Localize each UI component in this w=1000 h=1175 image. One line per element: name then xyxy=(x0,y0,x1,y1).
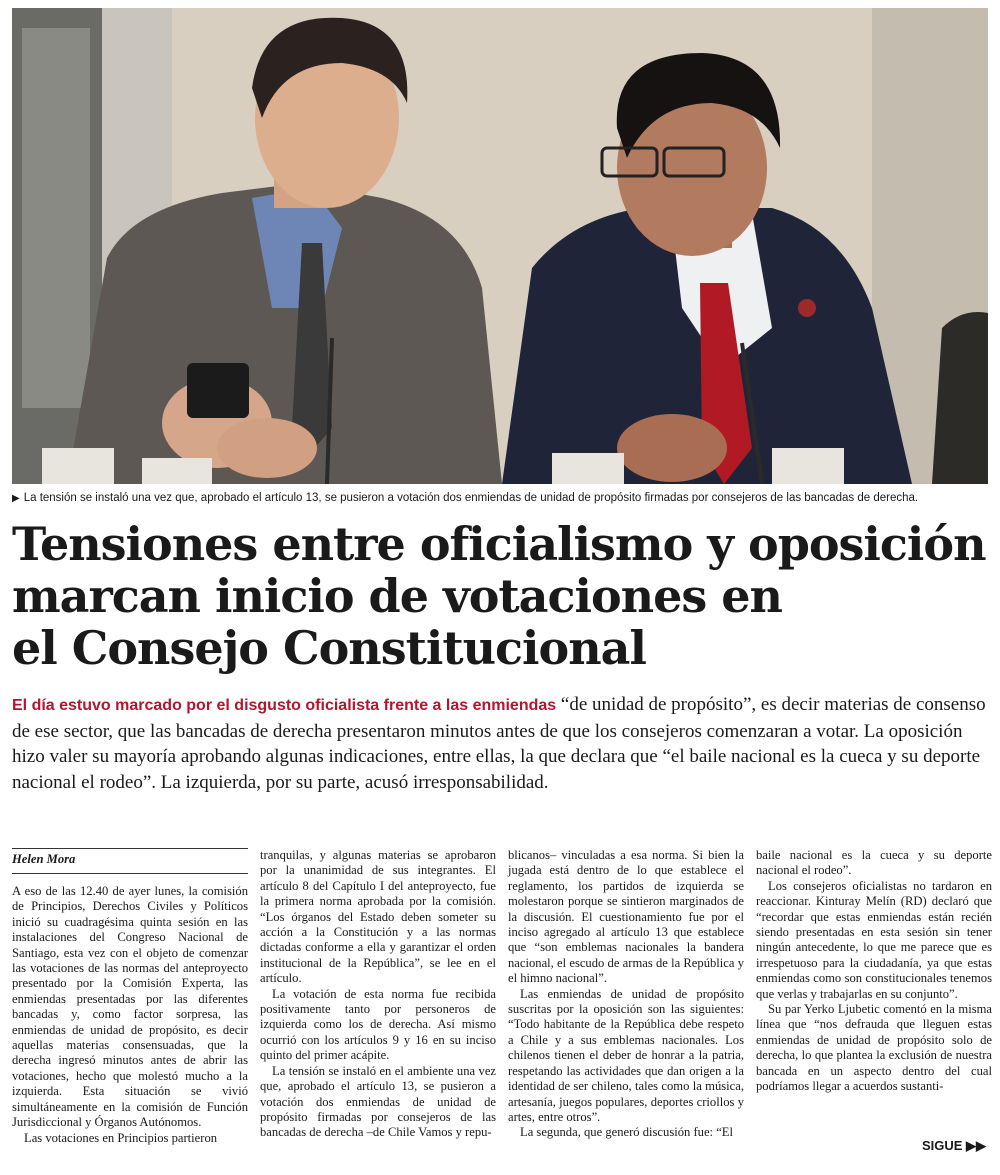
photo-caption xyxy=(12,488,988,508)
body-paragraph: A eso de las 12.40 de ayer lunes, la comisión de Principios, Derechos Civiles y Políticos inició su cuadragésima quinta sesión en las instalaciones del Congreso Nacional de Santiago, esta vez con el objeto de comenzar las votaciones de las normas del anteproyecto presentado por la Comisión Experta, las enmiendas presentadas por las diferentes bancadas y, como factor sorpresa, las enmiendas de unidad de propósito, es decir aquellas materias consensuadas, que la derecha ingresó minutos antes de abrir las votaciones, hecho que molestó mucho a la izquierda. Esta situación se vivió simultáneamente en la comisión de Función Jurisdiccional y Órganos Autónomos. xyxy=(12,884,248,1130)
body-paragraph: Los consejeros oficialistas no tardaron en reaccionar. Kinturay Melín (RD) declaró que “recordar que estas enmiendas están recién siendo presentadas en esta sesión sin tener ningún antecedente, lo que me parece que es irrespetuoso para la ciudadanía, ya que estas enmiendas como son constitucionales tenemos que verlas y trabajarlas en su conjunto”. xyxy=(756,878,992,1001)
headline-line-3: el Consejo Constitucional xyxy=(12,621,646,675)
article-column-2 xyxy=(260,848,496,1141)
article-column-1 xyxy=(12,848,248,1146)
article-column-3 xyxy=(508,848,744,1141)
lead-paragraph xyxy=(12,692,988,795)
headline-line-1: Tensiones entre oficialismo y oposición xyxy=(12,517,986,571)
body-paragraph: tranquilas, y algunas materias se aprobaron por la unanimidad de sus integrantes. El artículo 8 del Capítulo I del anteproyecto, fue la primera norma aprobada por la comisión. “Los órganos del Estado deben someter su acción a la Constitución y a las normas dictadas conforme a ella y garantizar el orden institucional de la República”, se lee en el artículo. xyxy=(260,848,496,986)
body-paragraph: baile nacional es la cueca y su deporte nacional el rodeo”. xyxy=(756,848,992,878)
article-column-4 xyxy=(756,848,992,1095)
photo-caption-text: La tensión se instaló una vez que, aprobado el artículo 13, se pusieron a votación dos enmiendas de unidad de propósito firmadas por consejeros de las bancadas de derecha. xyxy=(23,492,919,504)
lead-text: “de unidad de propósito”, es decir materias de consenso de ese sector, que las bancadas de derecha presentaron minutos antes de que los consejeros comenzaran a votar. La oposición hizo valer su mayoría aprobando algunas indicaciones, entre ellas, la que declara que “el baile nacional es la cueca y su deporte nacional el rodeo”. La izquierda, por su parte, acusó irresponsabilidad. xyxy=(12,694,986,793)
headline xyxy=(12,518,988,674)
triangle-right-icon: ▶ xyxy=(12,493,20,504)
body-paragraph: Su par Yerko Ljubetic comentó en la misma línea que “nos defrauda que lleguen estas enmiendas de unidad de propósito solo de derecha, lo que plantea la exclusión de nuestra bancada en un aspecto dentro del cual podríamos llegar a acuerdos sustanti- xyxy=(756,1002,992,1094)
body-paragraph: La tensión se instaló en el ambiente una vez que, aprobado el artículo 13, se pusieron a votación dos enmiendas de unidad de propósito firmadas por consejeros de las bancadas de derecha –de Chile Vamos y repu- xyxy=(260,1063,496,1140)
body-paragraph: La votación de esta norma fue recibida positivamente tanto por personeros de izquierda como los de derecha. Así mismo ocurrió con los artículos 9 y 16 en su inciso quinto del primer acápite. xyxy=(260,986,496,1063)
continue-marker: SIGUE ▶▶ xyxy=(921,1138,986,1153)
headline-line-2: marcan inicio de votaciones en xyxy=(12,569,782,623)
byline: Helen Mora xyxy=(12,848,248,874)
body-paragraph: Las enmiendas de unidad de propósito suscritas por la oposición son las siguientes: “Todo habitante de la República debe respeto a Chile y a sus emblemas nacionales. Los chilenos tienen el deber de honrar a la patria, respetando las actividades que dan origen a la identidad de ser chileno, tales como la música, artesanía, juegos populares, deportes criollos y artes, entre otros”. xyxy=(508,986,744,1124)
body-paragraph: blicanos– vinculadas a esa norma. Si bien la jugada está dentro de lo que establece el reglamento, los partidos de izquierda se molestaron porque se sintieron marginados de la discusión. El cuestionamiento fue por el inciso agregado al artículo 13 que establece que “son emblemas nacionales la bandera nacional, el escudo de armas de la República y el himno nacional”. xyxy=(508,848,744,986)
body-paragraph: Las votaciones en Principios partieron xyxy=(24,1130,218,1145)
photo-illustration xyxy=(12,8,988,484)
article-photo xyxy=(12,8,988,484)
lead-highlight: El día estuvo marcado por el disgusto oficialista frente a las enmiendas xyxy=(12,697,557,714)
body-paragraph: La segunda, que generó discusión fue: “El xyxy=(520,1125,733,1140)
